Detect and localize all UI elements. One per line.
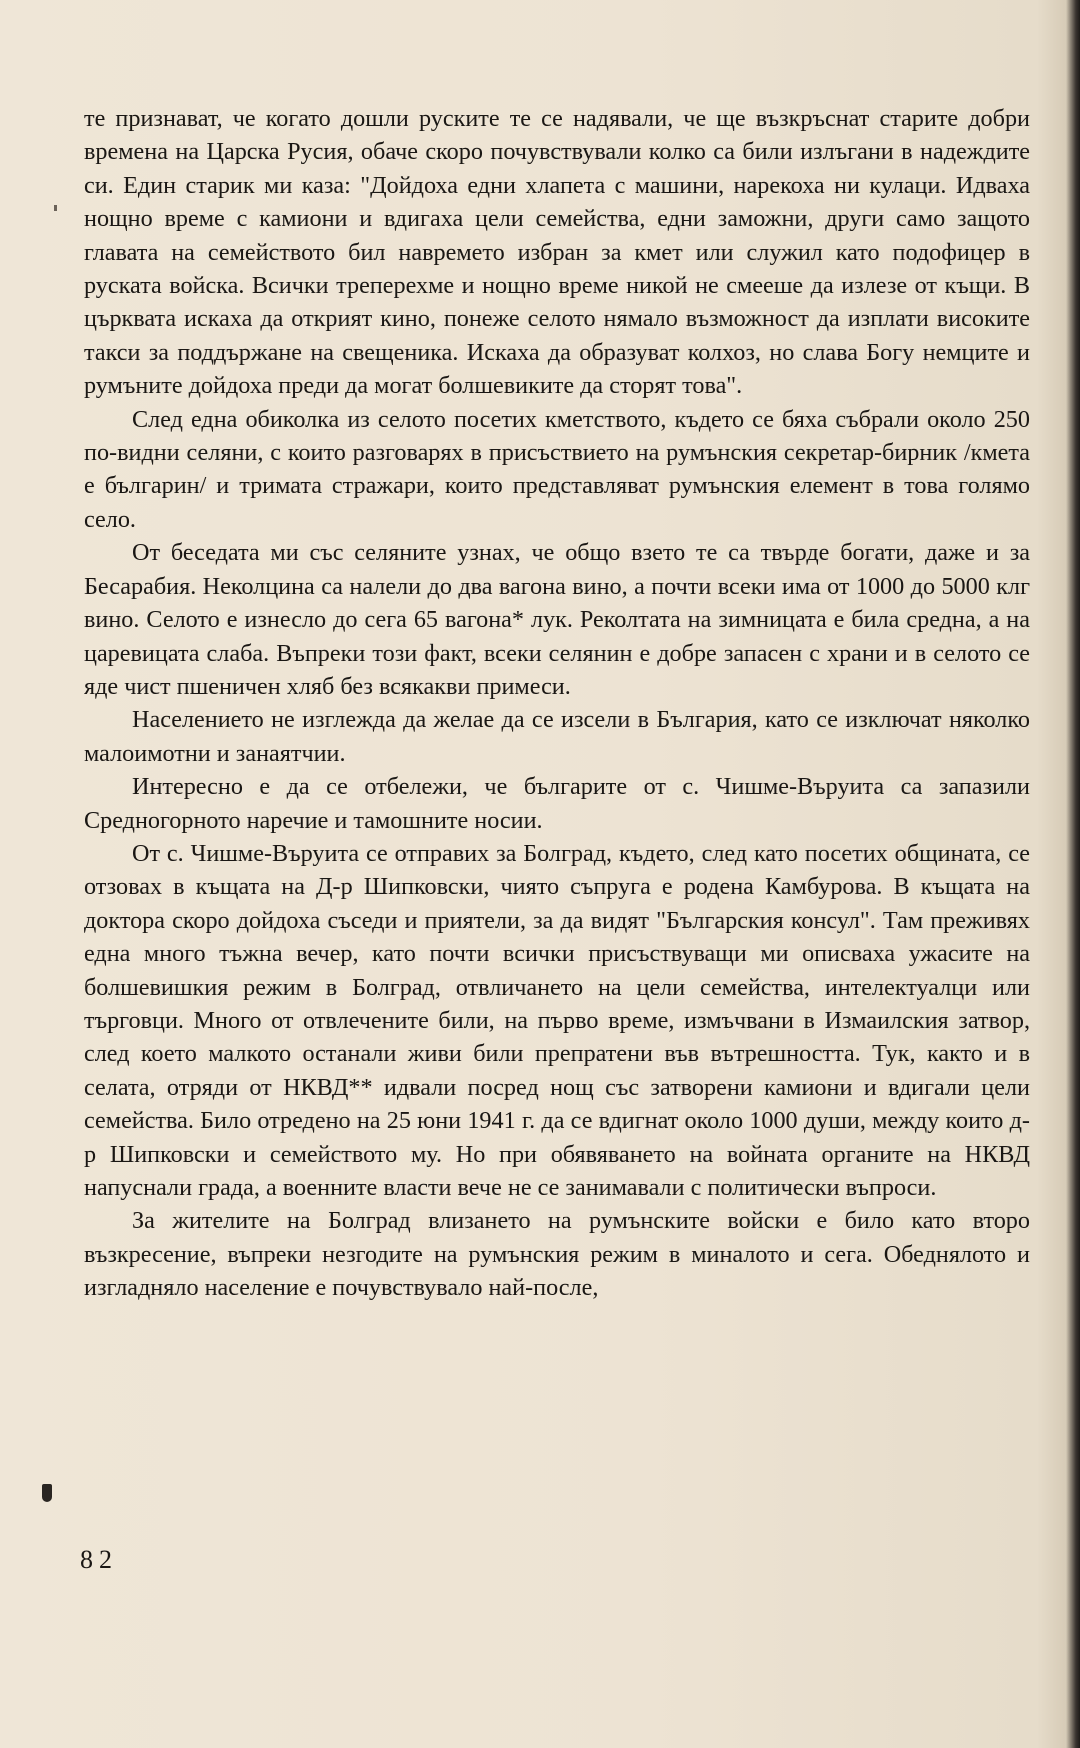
body-text	[84, 102, 1030, 1305]
ink-speck	[54, 205, 57, 211]
paragraph: От с. Чишме-Въруита се отправих за Болград, където, след като посетих общината, се отзовах в къщата на Д-р Шипковски, чиято съпруга е родена Камбурова. В къщата на доктора скоро дойдоха съседи и приятели, за да видят "Българския консул". Там преживях една много тъжна вечер, като почти всички присъствуващи ми описваха ужасите на болшевишкия режим в Болград, отвличането на цели семейства, интелектуалци или търговци. Много от отвлечените били, на първо време, измъчвани в Измаилския затвор, след което малкото останали живи били препратени във вътрешността. Тук, както и в селата, отряди от НКВД** идвали посред нощ със затворени камиони и вдигали цели семейства. Било отредено на 25 юни 1941 г. да се вдигнат около 1000 души, между които д-р Шипковски и семейството му. Но при обявяването на войната органите на НКВД напуснали града, а военните власти вече не се занимавали с политически въпроси.	[84, 839, 1030, 1201]
ink-blot	[42, 1484, 52, 1502]
paragraph: те признават, че когато дошли руските те се надявали, че ще възкръснат старите добри времена на Царска Русия, обаче скоро почувствували колко са били излъгани в надеждите си. Един старик ми каза: "Дойдоха едни хлапета с машини, нарекоха ни кулаци. Идваха нощно време с камиони и вдигаха цели семейства, едни заможни, други само защото главата на семейството бил навремето избран за кмет или служил като подофицер в руската войска. Всички трепeрехме и нощно време никой не смееше да излезе от къщи. В църквата искаха да открият кино, понеже селото нямало възможност да изплати високите такси за поддържане на свещеника. Искаха да образуват колхоз, но слава Богу немците и румъните дойдоха преди да могат болшевиките да сторят това".	[84, 105, 1030, 400]
paragraph: След една обиколка из селото посетих кметството, където се бяха събрали около 250 по-видни селяни, с които разговарях в присъствието на румънския секретар-бирник /кмета е българин/ и тримата стражари, които представляват румънския елемент в това голямо село.	[84, 405, 1030, 533]
paragraph: Интересно е да се отбележи, че българите от с. Чишме-Въруита са запазили Средногорното наречие и тамошните носии.	[84, 773, 1030, 834]
page-edge-shadow	[1066, 0, 1080, 1748]
paragraph: От беседата ми със селяните узнах, че общо взето те са твърде богати, даже и за Бесарабия. Неколцина са налели до два вагона вино, а почти всеки има от 1000 до 5000 клг вино. Селото е изнесло до сега 65 вагона* лук. Реколтата на зимницата е била средна, а на царевицата слаба. Въпреки този факт, всеки селянин е добре запасен с храни и в селото се яде чист пшеничен хляб без всякакви примеси.	[84, 539, 1030, 700]
paragraph: Населението не изглежда да желае да се изсели в България, като се изключат няколко малоимотни и занаятчии.	[84, 706, 1030, 767]
page-number: 82	[80, 1545, 118, 1574]
paragraph: За жителите на Болград влизането на румънските войски е било като второ възкресение, въпреки незгодите на румънския режим в миналото и сега. Обеднялото и изгладняло население е почувствувало най-после,	[84, 1207, 1030, 1302]
